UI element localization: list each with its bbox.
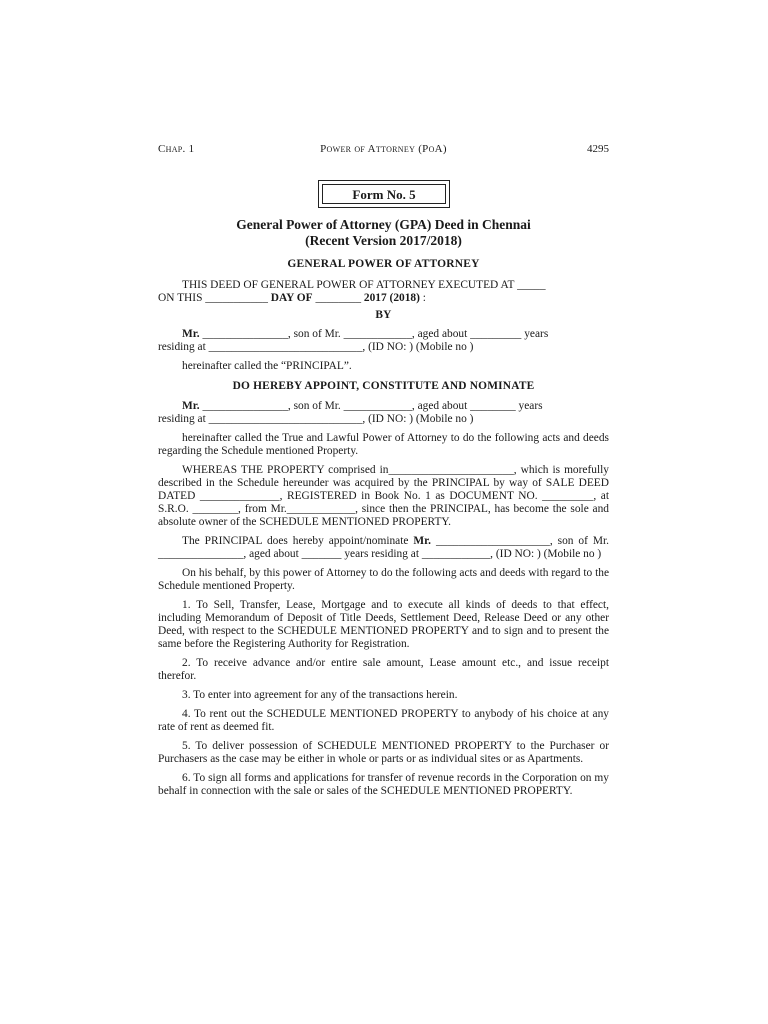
attorney-called: hereinafter called the True and Lawful Power of Attorney to do the following acts and deeds regarding the Schedule mentioned Property.: [158, 432, 609, 457]
power-item-5: 5. To deliver possession of SCHEDULE MENTIONED PROPERTY to the Purchaser or Purchasers as the case may be either in whole or parts or as individual sites or as Apartments.: [158, 740, 609, 765]
power-item-1: 1. To Sell, Transfer, Lease, Mortgage and to execute all kinds of deeds to that effect, including Memorandum of Deposit of Title Deeds, Settlement Deed, Release Deed or any other Deed, with respect to the SCHEDULE MENTIONED PROPERTY and to sign and to present the same before the Registering Authority for Registration.: [158, 599, 609, 650]
document-body: [158, 217, 609, 804]
by-heading: BY: [375, 309, 392, 321]
document-version: (Recent Version 2017/2018): [305, 233, 462, 248]
power-item-3: 3. To enter into agreement for any of the transactions herein.: [182, 689, 458, 701]
form-number-box: [318, 180, 450, 208]
power-item-2: 2. To receive advance and/or entire sale amount, Lease amount etc., and issue receipt therefor.: [158, 657, 609, 682]
intro-line-1: THIS DEED OF GENERAL POWER OF ATTORNEY EXECUTED AT _____: [182, 279, 546, 291]
principal-details: Mr. _______________, son of Mr. ____________, aged about _________ years residing at ___________________________, (ID NO: ) (Mobile no ): [158, 328, 549, 353]
behalf-clause: On his behalf, by this power of Attorney to do the following acts and deeds with regard to the Schedule mentioned Property.: [158, 567, 609, 592]
power-item-4: 4. To rent out the SCHEDULE MENTIONED PROPERTY to anybody of his choice at any rate of rent as deemed fit.: [158, 708, 609, 733]
whereas-clause: WHEREAS THE PROPERTY comprised in______________________, which is morefully described in the Schedule hereunder was acquired by the PRINCIPAL by way of SALE DEED DATED ______________, REGISTERED in Book No. 1 as DOCUMENT NO. _________, at S.R.O. ________, from Mr.____________, since then the PRINCIPAL, has become the sole and absolute owner of the SCHEDULE MENTIONED PROPERTY.: [158, 464, 609, 528]
attorney-details: Mr. _______________, son of Mr. ____________, aged about ________ years residing at ___________________________, (ID NO: ) (Mobile no ): [158, 400, 543, 425]
principal-called: hereinafter called the “PRINCIPAL”.: [182, 360, 352, 372]
running-header: [158, 143, 609, 159]
document-title: General Power of Attorney (GPA) Deed in Chennai: [236, 217, 531, 232]
appoint-heading: DO HEREBY APPOINT, CONSTITUTE AND NOMINATE: [232, 380, 535, 392]
page-number: 4295: [587, 143, 609, 155]
form-number-label: Form No. 5: [322, 184, 446, 204]
nominate-clause: The PRINCIPAL does hereby appoint/nominate Mr. ____________________, son of Mr. _______________, aged about _______ years residing at ____________, (ID NO: ) (Mobile no ): [158, 535, 609, 560]
section-title: Power of Attorney (PoA): [320, 143, 447, 155]
intro-line-2: ON THIS ___________ DAY OF ________ 2017 (2018) :: [158, 292, 426, 304]
power-item-6: 6. To sign all forms and applications for transfer of revenue records in the Corporation on my behalf in connection with the sale or sales of the SCHEDULE MENTIONED PROPERTY.: [158, 772, 609, 797]
chapter-label: Chap. 1: [158, 143, 195, 155]
document-subtitle: GENERAL POWER OF ATTORNEY: [287, 258, 480, 270]
